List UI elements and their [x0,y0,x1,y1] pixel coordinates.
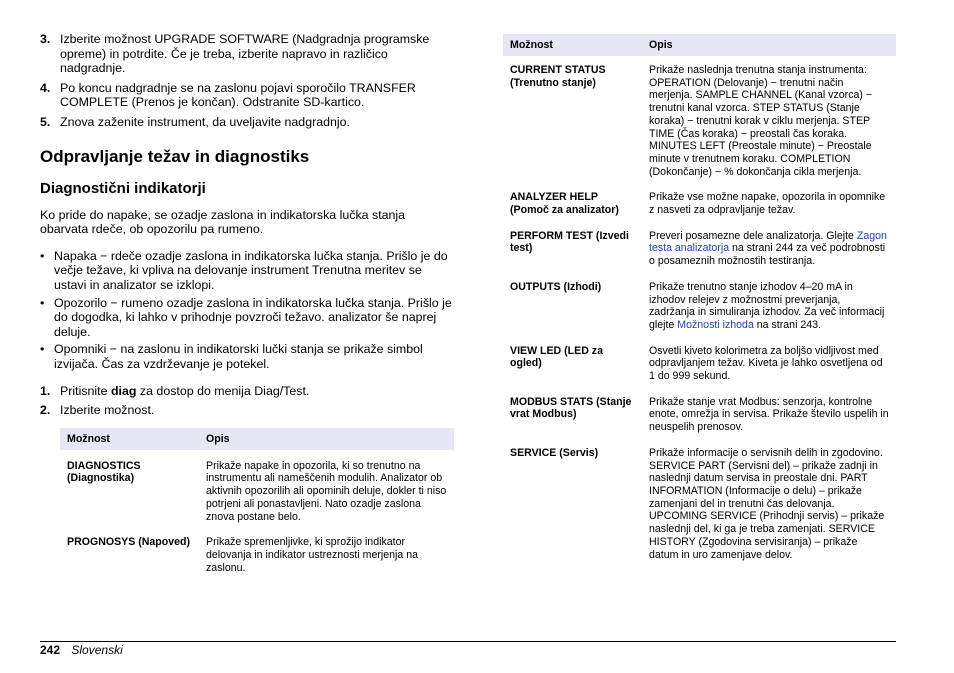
description-cell: Prikaže napake in opozorila, ki so trenutno na instrumentu ali nameščenih modulih. Analizator ob aktivnih opozorilih ali opominih deluje, dokler ti niso potrjeni ali ponastavljeni. Nato ozadje zaslona znova postane belo. [206,459,447,523]
step-4 [40,81,455,110]
description-cell: Prikaže spremenljivke, ki sprožijo indikator delovanja in indikator ustreznosti merjenja na zaslonu. [206,536,418,574]
list-item [40,342,455,371]
step-text: Pritisnite diag za dostop do menija Diag/Test. [60,383,310,398]
step-5 [40,115,455,130]
cross-reference-link[interactable]: Možnosti izhoda [677,318,754,331]
bullet-icon: • [40,248,45,263]
bullet-text: Opozorilo − rumeno ozadje zaslona in indikatorska lučka stanja. Prišlo je do dogodka, ki lahko v prihodnje povzroči težavo. analizator še naprej deluje. [54,295,452,339]
step-text: Znova zaženite instrument, da uveljavite nadgradnjo. [60,114,350,129]
option-cell: ANALYZER HELP (Pomoč za analizator) [510,191,619,217]
bullet-text: Opomniki − na zaslonu in indikatorski lučki stanja se prikaže simbol izvijača. Čas za vzdrževanje je potekel. [54,342,423,371]
right-column [503,34,896,569]
option-cell: PERFORM TEST (Izvedi test) [510,229,629,255]
option-cell: PROGNOSYS (Napoved) [67,536,191,549]
table-row [503,391,896,442]
option-cell: CURRENT STATUS (Trenutno stanje) [510,64,606,89]
cross-reference-link[interactable]: Zagon testa analizatorja [649,229,887,255]
step-number: 4. [40,80,51,95]
list-item [40,296,455,340]
description-cell: Prikaže trenutno stanje izhodov 4–20 mA in izhodov relejev z možnostmi preverjanja, zadržanja in simuliranja izhodov. Za več informacij glejte Možnosti izhoda na strani 243. [649,280,885,331]
list-item [40,249,455,293]
description-cell: Osvetli kiveto kolorimetra za boljšo vidljivost med odpravljanjem težav. Kiveta je lahko osvetljena od 1 do 999 sekund. [649,344,883,383]
intro-paragraph: Ko pride do napake, se ozadje zaslona in indikatorska lučka stanja obarvata rdeče, ob opozorilu pa rumeno. [40,207,406,237]
option-cell: VIEW LED (LED za ogled) [510,344,603,370]
page-footer [40,643,123,657]
diag-key: diag [110,383,137,398]
bullet-list [40,249,455,372]
bullet-icon: • [40,342,45,357]
column-header: Možnost [503,34,642,56]
table-row [503,225,896,276]
description-cell: Prikaže informacije o servisnih delih in zgodovino. SERVICE PART (Servisni del) – prikaže zadnji in naslednji datum servisa in preostale dni. PART INFORMATION (Informacije o delu) – prikaže zamenjani del in trenutni čas delovanja. UPCOMING SERVICE (Prihodnji servis) – prikaže naslednji del, ki ga je treba zamenjati. SERVICE HISTORY (Zgodovina servisiranja) – prikaže datum in uro zamenjave delov. [649,446,885,561]
column-header: Možnost [60,428,199,450]
step-3 [40,32,455,76]
step-number: 2. [40,403,51,418]
language-label: Slovenski [71,643,123,657]
option-cell: SERVICE (Servis) [510,446,599,459]
section-heading: Odpravljanje težav in diagnostiks [40,146,310,166]
step-number: 5. [40,114,51,129]
subsection-heading: Diagnostični indikatorji [40,179,206,197]
table-row [503,340,896,391]
step-text: Izberite možnost. [60,403,155,418]
left-column [40,32,455,582]
table-row [503,442,896,569]
option-cell: OUTPUTS (Izhodi) [510,280,602,293]
column-header: Opis [199,428,454,450]
step-text: Izberite možnost UPGRADE SOFTWARE (Nadgradnja programske opreme) in potrdite. Če je treba, izberite napravo in različico nadgradnje. [60,32,430,76]
column-header: Opis [642,34,896,56]
table-row [503,186,896,224]
footer-divider [40,641,896,642]
description-cell: Prikaže stanje vrat Modbus: senzorja, kontrolne enote, omrežja in servisa. Prikaže število uspelih in neuspelih prenosov. [649,395,889,434]
option-cell: MODBUS STATS (Stanje vrat Modbus) [510,395,632,421]
table-row [503,56,896,186]
table-header-row [60,428,454,450]
diag-options-table-left [60,428,454,583]
description-cell: Prikaže vse možne napake, opozorila in opomnike z nasveti za odpravljanje težav. [649,191,886,217]
step-number: 3. [40,32,51,46]
step-number: 1. [40,383,51,398]
diag-options-table-right [503,34,896,569]
step-2 [40,403,455,418]
step-1 [40,384,455,399]
page-number: 242 [40,643,61,657]
table-row [503,276,896,340]
table-row [60,531,454,582]
table-header-row [503,34,896,56]
option-cell: DIAGNOSTICS (Diagnostika) [67,459,141,485]
description-cell: Prikaže naslednja trenutna stanja instrumenta: OPERATION (Delovanje) − trenutni način merjenja. SAMPLE CHANNEL (Kanal vzorca) − trenutni kanal vzorca. STEP STATUS (Stanje koraka) − trenutni korak v ciklu merjenja. STEP TIME (Čas koraka) − preostali čas koraka. MINUTES LEFT (Preostale minute) − Preostale minute v trenutnem koraku. COMPLETION (Dokončanje) − % dokončanja cikla merjenja. [649,64,873,178]
bullet-icon: • [40,295,45,310]
description-cell: Preveri posamezne dele analizatorja. Glejte Zagon testa analizatorja na strani 244 za več podrobnosti o posameznih možnostih testiranja. [649,229,887,268]
table-row [60,450,454,532]
step-text: Po koncu nadgradnje se na zaslonu pojavi sporočilo TRANSFER COMPLETE (Prenos je končan). Odstranite SD-kartico. [60,80,416,110]
bullet-text: Napaka − rdeče ozadje zaslona in indikatorska lučka stanja. Prišlo je do večje težave, ki vpliva na delovanje instrument Trenutna meritev se ustavi in analizator se izklopi. [54,248,448,292]
